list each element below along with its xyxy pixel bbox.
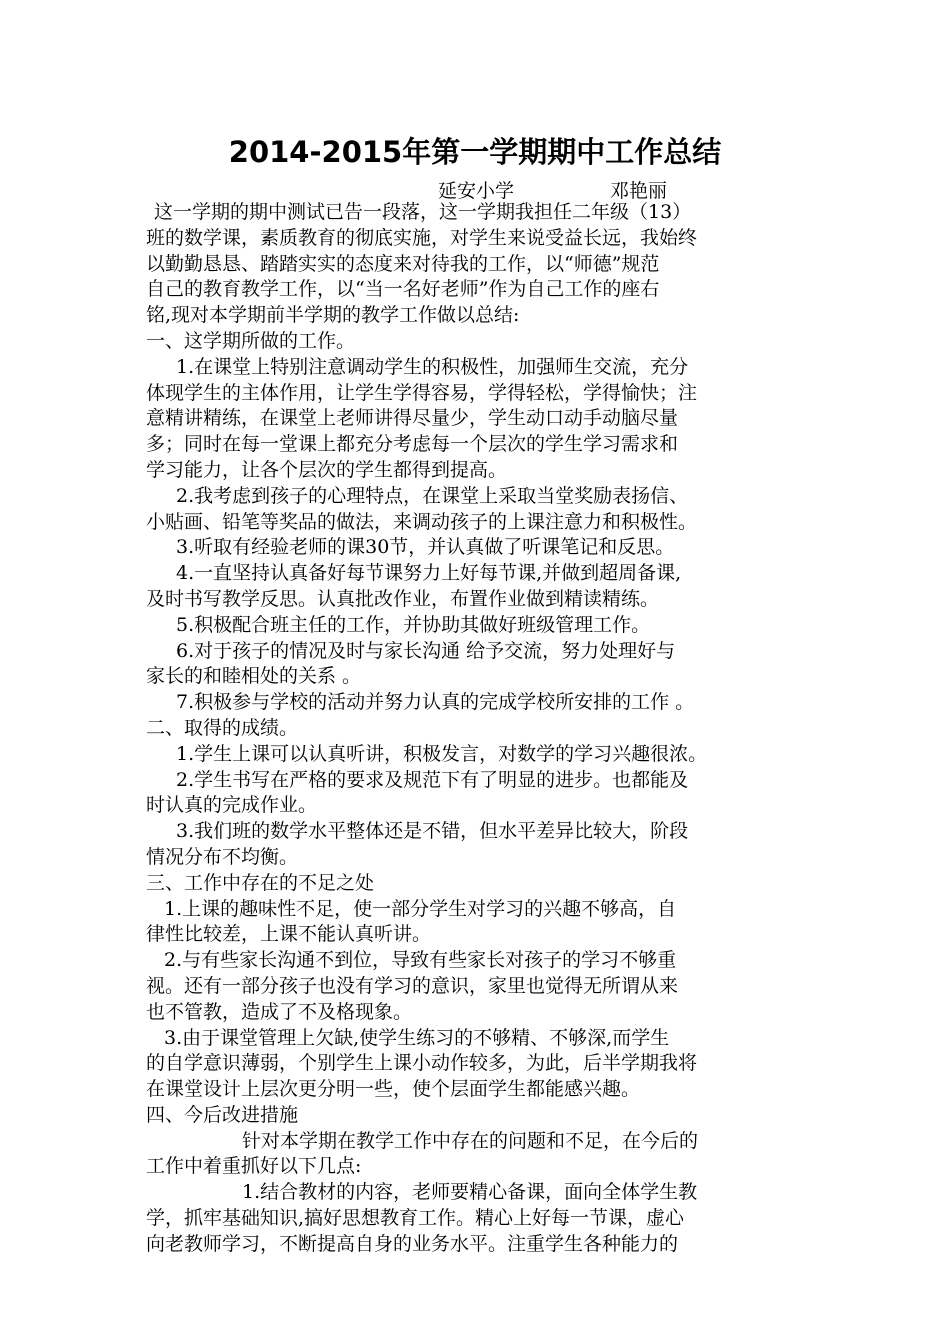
text-line: 1.上课的趣味性不足，使一部分学生对学习的兴趣不够高，自 xyxy=(164,897,677,920)
text-line: 2.学生书写在严格的要求及规范下有了明显的进步。也都能及 xyxy=(176,768,689,791)
text-line: 3.听取有经验老师的课30节，并认真做了听课笔记和反思。 xyxy=(176,536,675,559)
text-line: 以勤勤恳恳、踏踏实实的态度来对待我的工作，以“师德”规范 xyxy=(146,252,660,275)
text-line: 2.与有些家长沟通不到位，导致有些家长对孩子的学习不够重 xyxy=(164,949,677,972)
text-line: 二、取得的成绩。 xyxy=(146,716,299,739)
text-line: 针对本学期在教学工作中存在的问题和不足，在今后的 xyxy=(242,1129,699,1152)
text-line: 工作中着重抓好以下几点: xyxy=(146,1155,362,1178)
document-title: 2014-2015年第一学期期中工作总结 xyxy=(228,135,722,169)
text-line: 3.由于课堂管理上欠缺,使学生练习的不够精、不够深,而学生 xyxy=(164,1026,670,1049)
text-line: 及时书写教学反思。认真批改作业，布置作业做到精读精练。 xyxy=(146,587,660,610)
text-line: 1.在课堂上特别注意调动学生的积极性，加强师生交流，充分 xyxy=(176,355,689,378)
text-line: 6.对于孩子的情况及时与家长沟通 给予交流，努力处理好与 xyxy=(176,639,676,662)
text-line: 2.我考虑到孩子的心理特点，在课堂上采取当堂奖励表扬信、 xyxy=(176,484,689,507)
text-line: 班的数学课，素质教育的彻底实施，对学生来说受益长远，我始终 xyxy=(146,226,698,249)
text-line: 情况分布不均衡。 xyxy=(146,845,299,868)
text-line: 多；同时在每一堂课上都充分考虑每一个层次的学生学习需求和 xyxy=(146,433,679,456)
text-line: 4.一直坚持认真备好每节课努力上好每节课,并做到超周备课, xyxy=(176,562,682,585)
text-line: 3.我们班的数学水平整体还是不错，但水平差异比较大，阶段 xyxy=(176,820,689,843)
text-line: 四、今后改进措施 xyxy=(146,1103,299,1126)
text-line: 在课堂设计上层次更分明一些，使个层面学生都能感兴趣。 xyxy=(146,1078,641,1101)
text-line: 5.积极配合班主任的工作，并协助其做好班级管理工作。 xyxy=(176,613,651,636)
text-line: 体现学生的主体作用，让学生学得容易，学得轻松，学得愉快；注 xyxy=(146,381,698,404)
text-line: 一、这学期所做的工作。 xyxy=(146,329,356,352)
text-line: 时认真的完成作业。 xyxy=(146,794,318,817)
text-line: 的自学意识薄弱，个别学生上课小动作较多，为此，后半学期我将 xyxy=(146,1052,698,1075)
author-name: 邓艳丽 xyxy=(610,180,668,202)
text-line: 律性比较差，上课不能认真听讲。 xyxy=(146,923,432,946)
text-line: 三、工作中存在的不足之处 xyxy=(146,871,375,894)
text-line: 铭,现对本学期前半学期的教学工作做以总结: xyxy=(146,304,520,327)
text-line: 意精讲精练，在课堂上老师讲得尽量少，学生动口动手动脑尽量 xyxy=(146,407,679,430)
text-line: 1.学生上课可以认真听讲，积极发言，对数学的学习兴趣很浓。 xyxy=(176,742,708,765)
text-line: 家长的和睦相处的关系 。 xyxy=(146,665,362,688)
school-name: 延安小学 xyxy=(438,180,515,202)
text-line: 7.积极参与学校的活动并努力认真的完成学校所安排的工作 。 xyxy=(176,691,695,714)
text-line: 这一学期的期中测试已告一段落，这一学期我担任二年级（13） xyxy=(154,201,692,223)
text-line: 自己的教育教学工作，以“当一名好老师”作为自己工作的座右 xyxy=(146,278,660,301)
byline xyxy=(438,176,667,203)
text-line: 1.结合教材的内容，老师要精心备课，面向全体学生教 xyxy=(242,1181,698,1204)
document-body xyxy=(146,200,796,1258)
text-line: 学，抓牢基础知识,搞好思想教育工作。精心上好每一节课，虚心 xyxy=(146,1207,685,1230)
text-line: 向老教师学习，不断提高自身的业务水平。注重学生各种能力的 xyxy=(146,1232,679,1255)
text-line: 学习能力，让各个层次的学生都得到提高。 xyxy=(146,458,508,481)
text-line: 视。还有一部分孩子也没有学习的意识，家里也觉得无所谓从来 xyxy=(146,974,679,997)
text-line: 小贴画、铅笔等奖品的做法，来调动孩子的上课注意力和积极性。 xyxy=(146,510,698,533)
text-line: 也不管教，造成了不及格现象。 xyxy=(146,1000,413,1023)
